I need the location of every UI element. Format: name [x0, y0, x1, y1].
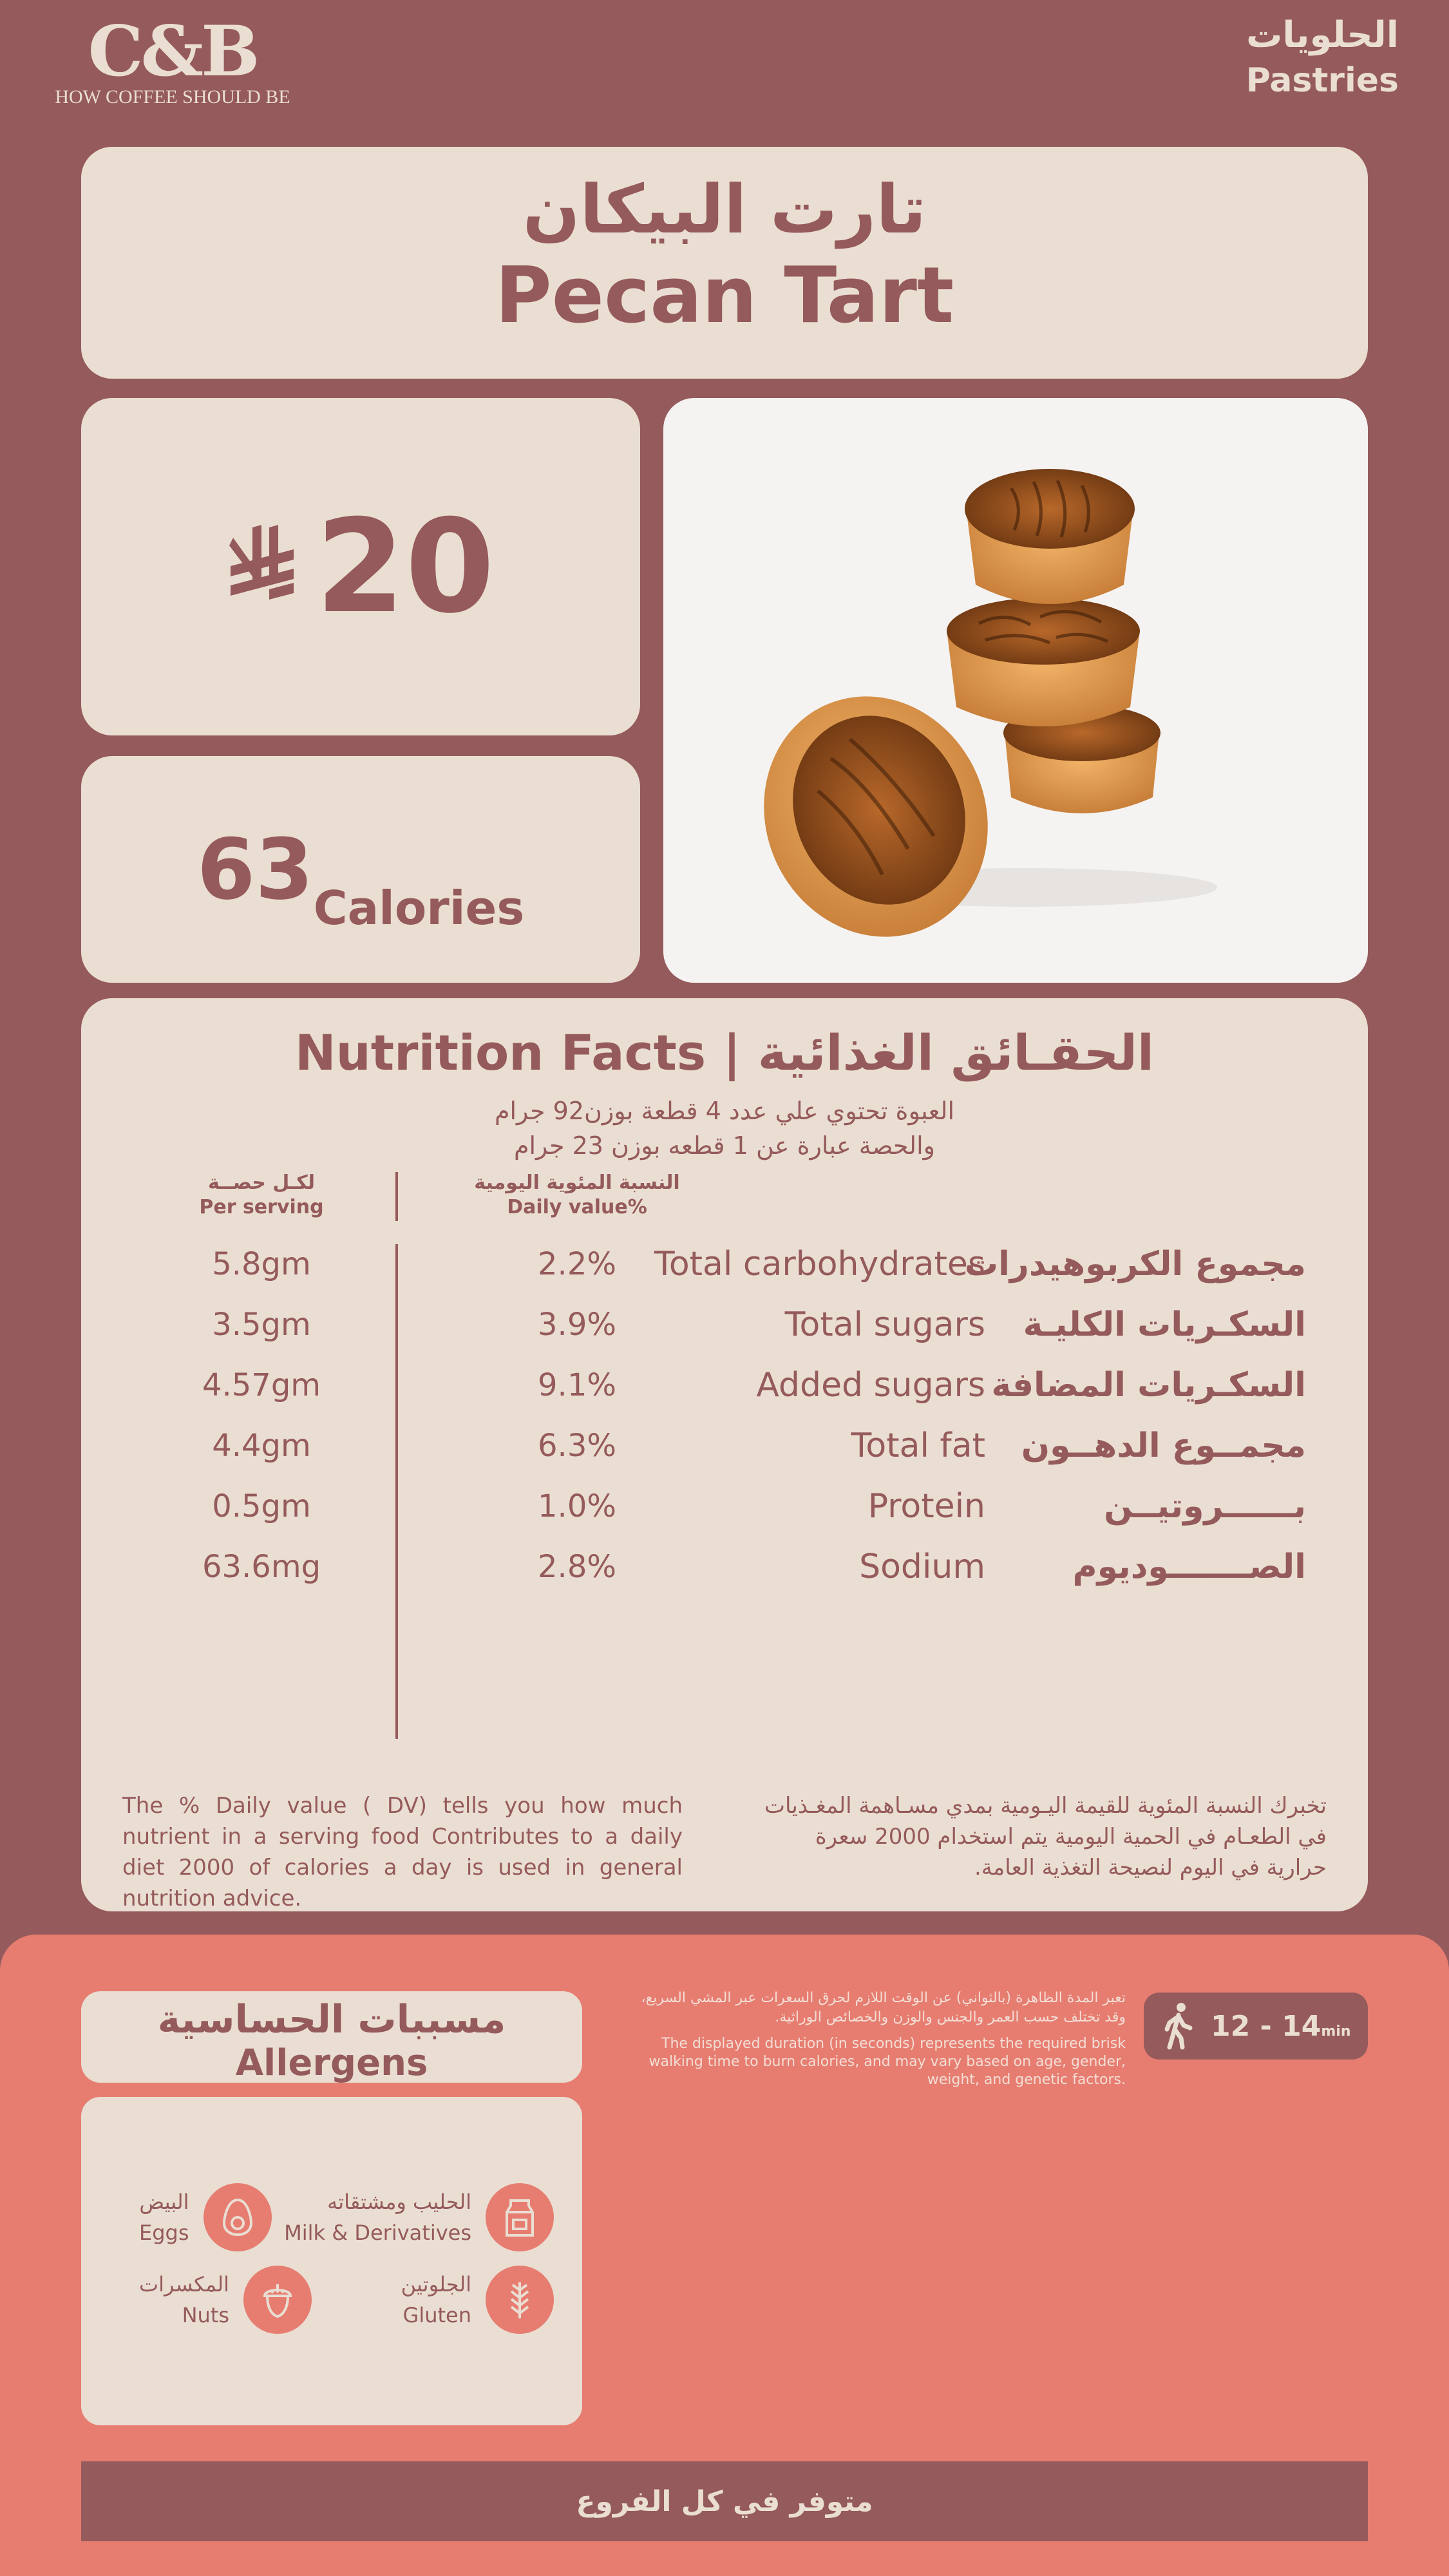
daily-value: 3.9%	[538, 1307, 616, 1343]
walking-time-badge	[1144, 1993, 1368, 2060]
category-label	[1246, 13, 1399, 103]
nutrition-row	[81, 1294, 1368, 1355]
nutrition-facts-card	[81, 998, 1368, 1911]
brand-logo	[50, 13, 295, 109]
col-header-daily-value-ar: النسبة المئوية اليومية	[474, 1171, 680, 1194]
egg-icon	[204, 2183, 272, 2251]
col-header-per-serving-ar: لكـل حصــة	[207, 1171, 316, 1194]
price-card	[81, 398, 640, 735]
nutrient-name-ar: الصـــــــوديوم	[1072, 1548, 1306, 1586]
allergen-label	[401, 2269, 471, 2331]
nutrient-name-ar: بــــــروتيــن	[1104, 1487, 1306, 1526]
nutrient-name-en: Total fat	[851, 1426, 985, 1465]
allergen-label	[139, 2186, 189, 2248]
logo-tagline: HOW COFFEE SHOULD BE	[55, 86, 290, 108]
product-title-card	[81, 147, 1368, 379]
daily-value-footnote-ar: تخبرك النسبة المئوية للقيمة اليـومية بمدي مسـاهمة المغـذيات في الطعـام في الحمية اليومية يتم استخدام 2000 سعرة حرارية في اليوم لنصيحة التغذية العامة.	[764, 1793, 1327, 1880]
daily-value: 2.8%	[538, 1549, 616, 1585]
allergen-name-en: Gluten	[402, 2303, 471, 2327]
price	[227, 492, 495, 642]
nutrient-name-en: Total sugars	[784, 1305, 985, 1344]
nutrition-row	[81, 1355, 1368, 1416]
allergen-name-ar: البيض	[139, 2190, 189, 2214]
daily-value: 6.3%	[538, 1428, 616, 1464]
col-header-daily-value	[442, 1171, 712, 1220]
nutrition-row	[81, 1476, 1368, 1537]
allergen-name-en: Milk & Derivatives	[284, 2221, 471, 2245]
milk-carton-icon	[486, 2183, 554, 2251]
walking-time-unit: min	[1321, 2023, 1351, 2040]
daily-value: 1.0%	[538, 1488, 616, 1524]
per-serving-value: 0.5gm	[212, 1488, 311, 1524]
allergens-card	[81, 2097, 582, 2425]
nutrient-name-en: Total carbohydrates	[654, 1245, 985, 1283]
allergen-item-milk	[284, 2183, 554, 2251]
acorn-icon	[243, 2266, 312, 2334]
calories-label: Calories	[313, 881, 525, 935]
per-serving-value: 63.6mg	[202, 1549, 321, 1585]
calories-value: 63	[196, 820, 314, 918]
per-serving-value: 4.57gm	[202, 1367, 321, 1403]
product-name-ar: تارت البيكان	[522, 170, 927, 249]
per-serving-value: 5.8gm	[212, 1246, 311, 1282]
saudi-riyal-icon	[227, 525, 298, 609]
price-value: 20	[315, 491, 495, 642]
category-ar: الحلويات	[1246, 14, 1399, 56]
nutrient-name-ar: السكـريات الكليـة	[1023, 1305, 1306, 1344]
allergen-label	[139, 2269, 229, 2331]
per-serving-value: 3.5gm	[212, 1307, 311, 1343]
nutrition-row	[81, 1537, 1368, 1597]
pecan-tart-photo	[663, 398, 1368, 983]
allergen-name-en: Nuts	[182, 2303, 230, 2327]
allergen-name-ar: الجلوتين	[401, 2272, 471, 2297]
nutrition-subtitle	[81, 1094, 1368, 1163]
product-image	[663, 398, 1368, 983]
availability-banner: متوفر في كل الفروع	[81, 2461, 1368, 2541]
daily-value-footnote-en: The % Daily value ( DV) tells you how much nutrient in a serving food Contributes to a daily diet 2000 of calories a day is used in general nutrition advice.	[122, 1793, 683, 1911]
walking-note-ar: تعبر المدة الظاهرة (بالثواني) عن الوقت اللازم لحرق السعرات عبر المشي السريع، وقد تختلف حسب العمر والجنس والوزن والخصائص الوراثية.	[641, 1990, 1126, 2025]
header-divider	[395, 1172, 398, 1221]
allergen-name-ar: المكسرات	[139, 2272, 230, 2297]
daily-value: 2.2%	[538, 1246, 616, 1282]
nutrient-name-en: Added sugars	[756, 1366, 985, 1405]
allergens-title-card	[81, 1991, 582, 2083]
nutrition-row	[81, 1234, 1368, 1294]
allergen-item-gluten	[401, 2266, 554, 2334]
walking-person-icon	[1162, 2002, 1195, 2050]
nutrient-name-ar: مجمــوع الدهــون	[1021, 1426, 1306, 1465]
walking-time-value: 12 - 14	[1211, 2009, 1321, 2043]
wheat-icon	[486, 2266, 554, 2334]
nutrition-row	[81, 1416, 1368, 1476]
category-en: Pastries	[1245, 61, 1399, 100]
walking-time-range	[1211, 2010, 1351, 2043]
logo-mark: C&B	[88, 11, 258, 92]
nutrient-name-en: Protein	[867, 1487, 985, 1526]
col-header-per-serving	[184, 1171, 339, 1220]
allergen-name-en: Eggs	[139, 2221, 189, 2245]
col-header-daily-value-en: Daily value%	[507, 1196, 647, 1218]
allergen-name-ar: الحليب ومشتقاته	[327, 2190, 471, 2214]
nutrient-name-ar: السكـريات المضافة	[991, 1366, 1306, 1405]
product-name-en: Pecan Tart	[495, 251, 954, 341]
nutrition-subtitle-line2: والحصة عبارة عن 1 قطعه بوزن 23 جرام	[513, 1132, 936, 1160]
nutrient-name-en: Sodium	[859, 1548, 985, 1586]
allergen-label	[284, 2186, 471, 2248]
daily-value: 9.1%	[538, 1367, 616, 1403]
nutrition-subtitle-line1: العبوة تحتوي علي عدد 4 قطعة بوزن92 جرام	[494, 1097, 955, 1125]
allergen-item-eggs	[139, 2183, 272, 2251]
nutrient-name-ar: مجموع الكربوهيدرات	[964, 1245, 1306, 1283]
allergen-item-nuts	[139, 2266, 312, 2334]
allergens-title-en: Allergens	[235, 2042, 428, 2084]
per-serving-value: 4.4gm	[212, 1428, 311, 1464]
allergens-title-ar: مسببات الحساسية	[157, 1997, 506, 2042]
col-header-per-serving-en: Per serving	[199, 1196, 324, 1218]
walking-note-en: The displayed duration (in seconds) represents the required brisk walking time to burn calories, and may vary based on age, gender, weight, and genetic factors.	[649, 2036, 1126, 2088]
calories-card	[81, 756, 640, 983]
nutrition-title: Nutrition Facts | الحقـائق الغذائية	[295, 1024, 1154, 1081]
